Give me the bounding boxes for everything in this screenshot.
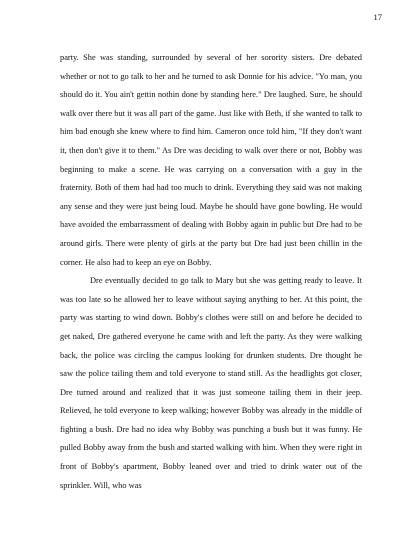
paragraph-1: party. She was standing, surrounded by several of her sorority sisters. Dre debated whether or not to go talk to her and he turned to ask Donnie for his advice. "Yo man, you should do it. You ain't gettin nothin done by standing here." Dre laughed. Sure, he should walk over there but it was all part of the game. Just like with Beth, if she wanted to talk to him bad enough she knew where to find him. Cameron once told him, "If they don't want it, then don't give it to them." As Dre was deciding to walk over there or not, Bobby was beginning to make a scene. He was carrying on a conversation with a guy in the fraternity. Both of them had had too much to drink. Everything they said was not making any sense and they were just being loud. Maybe he should have gone bowling. He would have avoided the embarrassment of dealing with Bobby again in public but Dre had to be around girls. There were plenty of girls at the party but Dre had just been chillin in the corner. He also had to keep an eye on Bobby. xyxy=(60,53,362,267)
page-number: 17 xyxy=(373,12,382,22)
body-text xyxy=(60,49,362,495)
paragraph-2: Dre eventually decided to go talk to Mary but she was getting ready to leave. It was too late so he allowed her to leave without saying anything to her. At this point, the party was starting to wind down. Bobby's clothes were still on and before he decided to get naked, Dre gathered everyone he came with and left the party. As they were walking back, the police was circling the campus looking for drunken students. Dre thought he saw the police tailing them and told everyone to stand still. As the headlights got closer, Dre turned around and realized that it was just someone tailing them in their jeep. Relieved, he told everyone to keep walking; however Bobby was already in the middle of fighting a bush. Dre had no idea why Bobby was punching a bush but it was funny. He pulled Bobby away from the bush and started walking with him. When they were right in front of Bobby's apartment, Bobby leaned over and tried to drink water out of the sprinkler. Will, who was xyxy=(60,276,362,490)
